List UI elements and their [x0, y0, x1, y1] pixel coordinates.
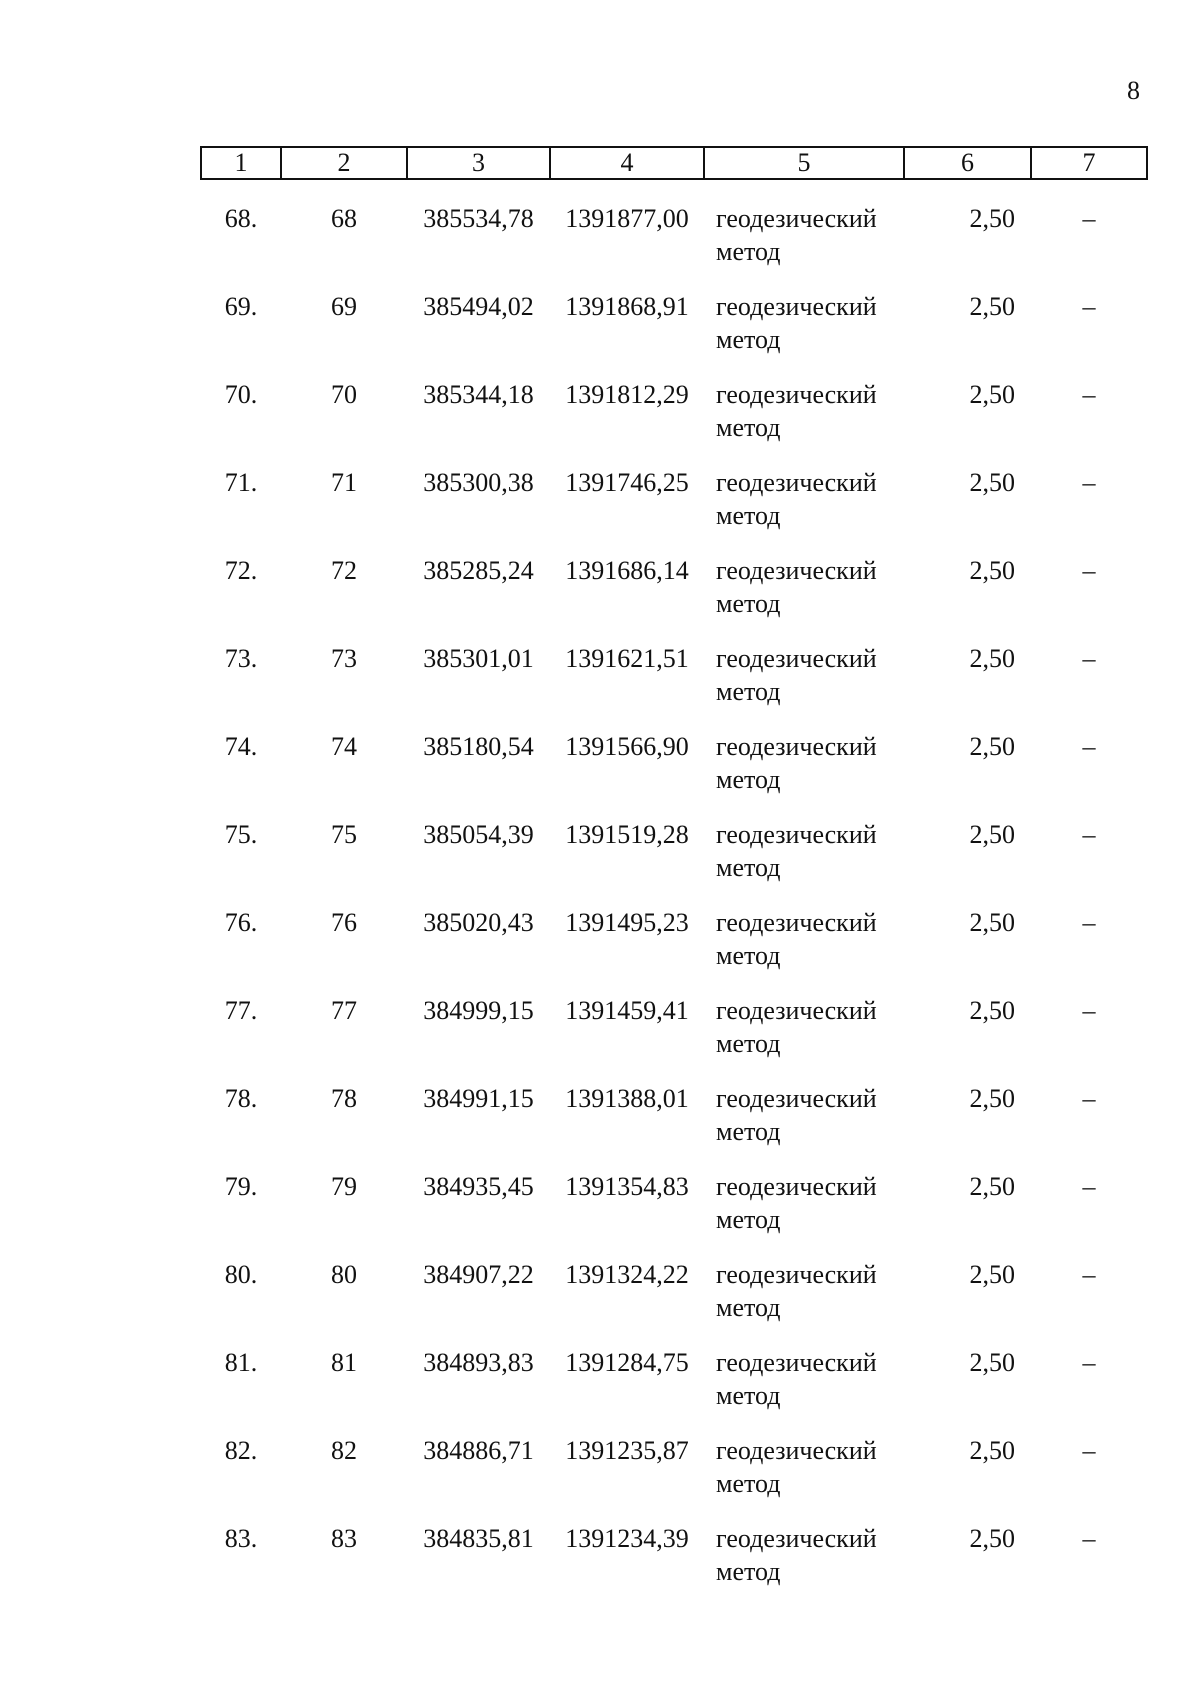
- accuracy-cell: 2,50: [969, 908, 1015, 937]
- row-number: 81.: [224, 1348, 258, 1377]
- coordinates-table: [200, 146, 1148, 1610]
- table-row: [201, 730, 1147, 818]
- coordinate-y: 1391284,75: [565, 1348, 689, 1377]
- accuracy-cell: 2,50: [969, 380, 1015, 409]
- coordinate-y: 1391234,39: [565, 1524, 689, 1553]
- point-id: 75: [331, 820, 357, 849]
- note-cell: –: [1082, 908, 1096, 937]
- coordinate-x: 384999,15: [423, 996, 534, 1025]
- note-cell: –: [1082, 1260, 1096, 1289]
- table-row: [201, 466, 1147, 554]
- note-cell: –: [1082, 644, 1096, 673]
- note-cell: –: [1082, 292, 1096, 321]
- row-number: 72.: [224, 556, 258, 585]
- table-row: [201, 1258, 1147, 1346]
- method-cell: геодезический метод: [716, 732, 877, 794]
- table-row: [201, 818, 1147, 906]
- table-row: [201, 1434, 1147, 1522]
- accuracy-cell: 2,50: [969, 556, 1015, 585]
- accuracy-cell: 2,50: [969, 292, 1015, 321]
- row-number: 83.: [224, 1524, 258, 1553]
- point-id: 76: [331, 908, 357, 937]
- point-id: 79: [331, 1172, 357, 1201]
- column-header: 3: [407, 147, 550, 179]
- column-header: 7: [1031, 147, 1147, 179]
- method-cell: геодезический метод: [716, 1084, 877, 1146]
- coordinate-x: 385180,54: [423, 732, 534, 761]
- coordinate-x: 385054,39: [423, 820, 534, 849]
- coordinate-x: 385344,18: [423, 380, 534, 409]
- accuracy-cell: 2,50: [969, 1084, 1015, 1113]
- point-id: 73: [331, 644, 357, 673]
- method-cell: геодезический метод: [716, 204, 877, 266]
- note-cell: –: [1082, 204, 1096, 233]
- point-id: 69: [331, 292, 357, 321]
- method-cell: геодезический метод: [716, 644, 877, 706]
- coordinate-x: 384907,22: [423, 1260, 534, 1289]
- coordinate-y: 1391621,51: [565, 644, 689, 673]
- coordinate-y: 1391877,00: [565, 204, 689, 233]
- coordinate-x: 385020,43: [423, 908, 534, 937]
- method-cell: геодезический метод: [716, 380, 877, 442]
- method-cell: геодезический метод: [716, 820, 877, 882]
- accuracy-cell: 2,50: [969, 996, 1015, 1025]
- point-id: 71: [331, 468, 357, 497]
- table-row: [201, 906, 1147, 994]
- column-header: 6: [904, 147, 1031, 179]
- coordinate-y: 1391388,01: [565, 1084, 689, 1113]
- method-cell: геодезический метод: [716, 468, 877, 530]
- row-number: 75.: [224, 820, 258, 849]
- accuracy-cell: 2,50: [969, 644, 1015, 673]
- coordinate-y: 1391686,14: [565, 556, 689, 585]
- note-cell: –: [1082, 1084, 1096, 1113]
- table-row: [201, 1170, 1147, 1258]
- table-row: [201, 179, 1147, 290]
- method-cell: геодезический метод: [716, 908, 877, 970]
- point-id: 74: [331, 732, 357, 761]
- coordinate-x: 384991,15: [423, 1084, 534, 1113]
- table-row: [201, 642, 1147, 730]
- row-number: 69.: [224, 292, 258, 321]
- coordinate-y: 1391324,22: [565, 1260, 689, 1289]
- coordinate-x: 385285,24: [423, 556, 534, 585]
- coordinate-x: 384835,81: [423, 1524, 534, 1553]
- point-id: 78: [331, 1084, 357, 1113]
- column-header: 4: [550, 147, 704, 179]
- point-id: 83: [331, 1524, 357, 1553]
- page-number: 8: [1127, 76, 1140, 105]
- note-cell: –: [1082, 732, 1096, 761]
- row-number: 71.: [224, 468, 258, 497]
- table-row: [201, 378, 1147, 466]
- column-header: 1: [201, 147, 281, 179]
- accuracy-cell: 2,50: [969, 468, 1015, 497]
- point-id: 82: [331, 1436, 357, 1465]
- coordinate-y: 1391519,28: [565, 820, 689, 849]
- coordinate-x: 385301,01: [423, 644, 534, 673]
- point-id: 68: [331, 204, 357, 233]
- accuracy-cell: 2,50: [969, 732, 1015, 761]
- coordinate-x: 385494,02: [423, 292, 534, 321]
- note-cell: –: [1082, 1436, 1096, 1465]
- coordinate-x: 385300,38: [423, 468, 534, 497]
- coordinate-x: 385534,78: [423, 204, 534, 233]
- row-number: 74.: [224, 732, 258, 761]
- coordinate-x: 384893,83: [423, 1348, 534, 1377]
- point-id: 77: [331, 996, 357, 1025]
- method-cell: геодезический метод: [716, 1436, 877, 1498]
- point-id: 80: [331, 1260, 357, 1289]
- accuracy-cell: 2,50: [969, 1436, 1015, 1465]
- method-cell: геодезический метод: [716, 292, 877, 354]
- accuracy-cell: 2,50: [969, 820, 1015, 849]
- accuracy-cell: 2,50: [969, 1524, 1015, 1553]
- coordinate-y: 1391235,87: [565, 1436, 689, 1465]
- method-cell: геодезический метод: [716, 556, 877, 618]
- note-cell: –: [1082, 820, 1096, 849]
- row-number: 73.: [224, 644, 258, 673]
- table-row: [201, 994, 1147, 1082]
- table-row: [201, 1082, 1147, 1170]
- method-cell: геодезический метод: [716, 1260, 877, 1322]
- row-number: 77.: [224, 996, 258, 1025]
- coordinate-x: 384935,45: [423, 1172, 534, 1201]
- row-number: 80.: [224, 1260, 258, 1289]
- accuracy-cell: 2,50: [969, 1348, 1015, 1377]
- coordinate-y: 1391495,23: [565, 908, 689, 937]
- note-cell: –: [1082, 468, 1096, 497]
- point-id: 72: [331, 556, 357, 585]
- method-cell: геодезический метод: [716, 996, 877, 1058]
- method-cell: геодезический метод: [716, 1172, 877, 1234]
- accuracy-cell: 2,50: [969, 204, 1015, 233]
- table-header-row: [201, 147, 1147, 179]
- table-row: [201, 290, 1147, 378]
- accuracy-cell: 2,50: [969, 1172, 1015, 1201]
- column-header: 2: [281, 147, 407, 179]
- method-cell: геодезический метод: [716, 1348, 877, 1410]
- coordinate-y: 1391812,29: [565, 380, 689, 409]
- note-cell: –: [1082, 1524, 1096, 1553]
- coordinate-y: 1391459,41: [565, 996, 689, 1025]
- note-cell: –: [1082, 1348, 1096, 1377]
- note-cell: –: [1082, 380, 1096, 409]
- table-row: [201, 1522, 1147, 1610]
- table-row: [201, 554, 1147, 642]
- row-number: 79.: [224, 1172, 258, 1201]
- row-number: 70.: [224, 380, 258, 409]
- accuracy-cell: 2,50: [969, 1260, 1015, 1289]
- row-number: 82.: [224, 1436, 258, 1465]
- note-cell: –: [1082, 1172, 1096, 1201]
- row-number: 78.: [224, 1084, 258, 1113]
- point-id: 70: [331, 380, 357, 409]
- row-number: 76.: [224, 908, 258, 937]
- row-number: 68.: [224, 204, 258, 233]
- note-cell: –: [1082, 556, 1096, 585]
- column-header: 5: [704, 147, 904, 179]
- point-id: 81: [331, 1348, 357, 1377]
- coordinate-x: 384886,71: [423, 1436, 534, 1465]
- coordinate-y: 1391354,83: [565, 1172, 689, 1201]
- coordinate-y: 1391868,91: [565, 292, 689, 321]
- note-cell: –: [1082, 996, 1096, 1025]
- method-cell: геодезический метод: [716, 1524, 877, 1586]
- table-row: [201, 1346, 1147, 1434]
- coordinate-y: 1391566,90: [565, 732, 689, 761]
- coordinate-y: 1391746,25: [565, 468, 689, 497]
